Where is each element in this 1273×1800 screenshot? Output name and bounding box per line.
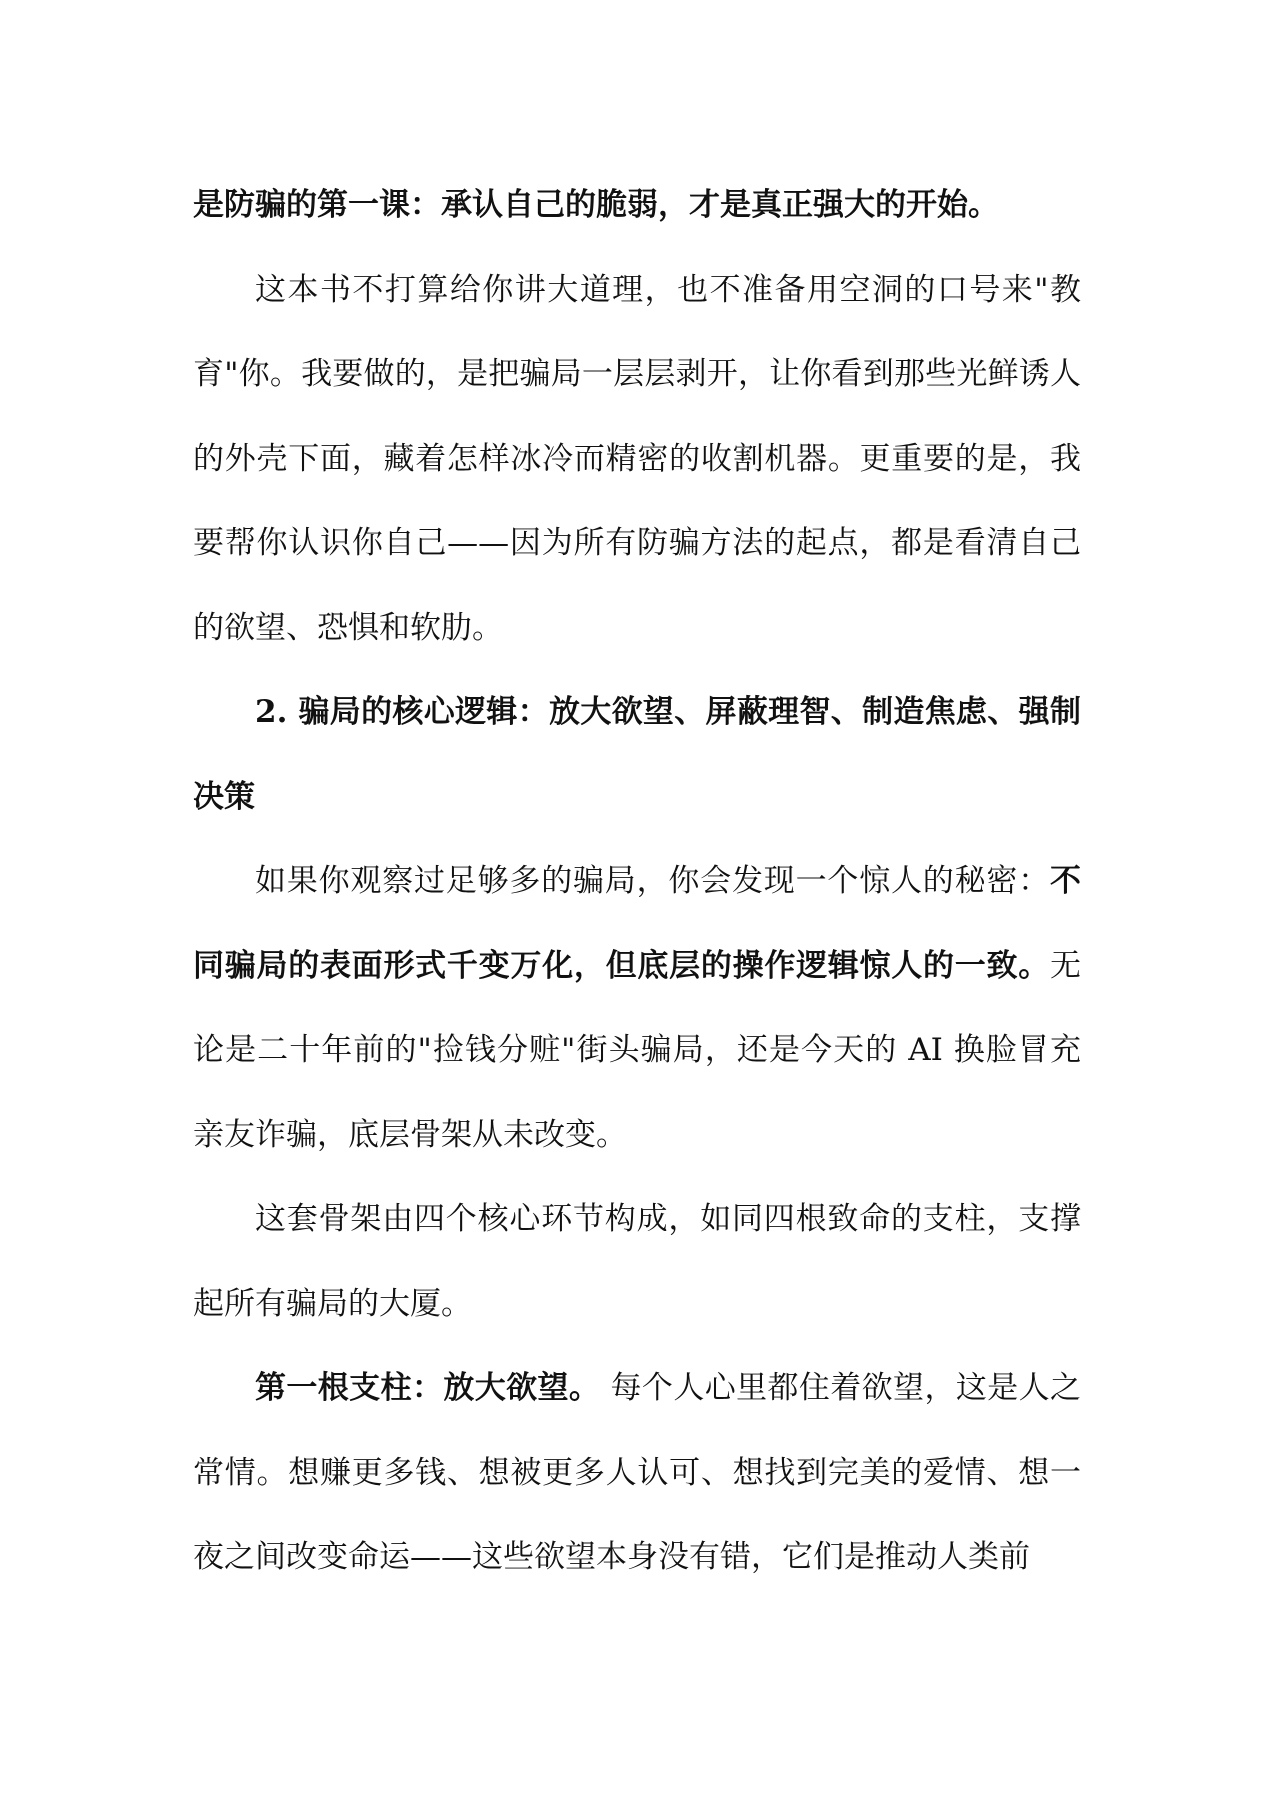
paragraph-closing-statement: 是防骗的第一课：承认自己的脆弱，才是真正强大的开始。 [193, 187, 999, 223]
paragraph-core-logic-intro: 如果你观察过足够多的骗局，你会发现一个惊人的秘密： [255, 863, 1050, 899]
document-body [193, 163, 1081, 1600]
section-heading: 2. 骗局的核心逻辑：放大欲望、屏蔽理智、制造焦虑、强制决策 [193, 694, 1081, 815]
first-pillar-title: 第一根支柱：放大欲望。 [255, 1370, 601, 1406]
first-pillar-text: 每个人心里都住着欲望，这是人之常情。想赚更多钱、想被更多人认可、想找到完美的爱情、想一夜之间改变命运——这些欲望本身没有错，它们是推动人类前 [193, 1370, 1081, 1575]
paragraph-core-logic-tail: 无论是二十年前的"捡钱分赃"街头骗局，还是今天的 AI 换脸冒充亲友诈骗，底层骨架从未改变。 [193, 947, 1081, 1153]
paragraph-first-pillar [193, 1346, 1081, 1600]
paragraph-core-logic-emphasis: 不同骗局的表面形式千变万化，但底层的操作逻辑惊人的一致。 [193, 863, 1081, 984]
paragraph-book-intent: 这本书不打算给你讲大道理，也不准备用空洞的口号来"教育"你。我要做的，是把骗局一层层剥开，让你看到那些光鲜诱人的外壳下面，藏着怎样冰冷而精密的收割机器。更重要的是，我要帮你认识你自己——因为所有防骗方法的起点，都是看清自己的欲望、恐惧和软肋。 [193, 271, 1081, 646]
paragraph-core-logic [193, 839, 1081, 1177]
paragraph-four-pillars: 这套骨架由四个核心环节构成，如同四根致命的支柱，支撑起所有骗局的大厦。 [193, 1201, 1081, 1322]
